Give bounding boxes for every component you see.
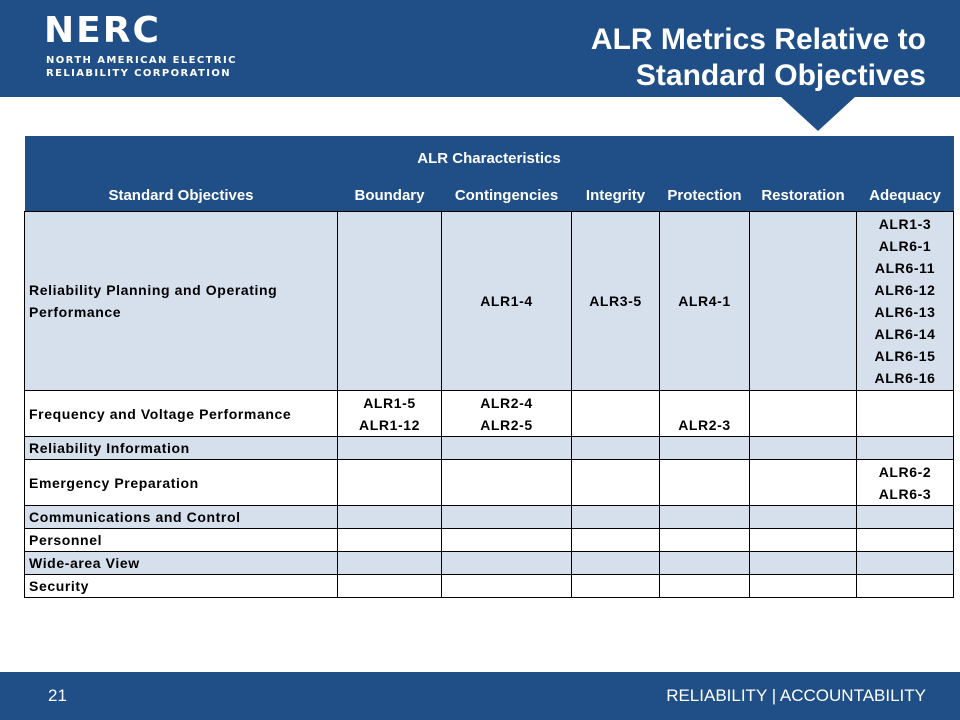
metric-cell [572, 391, 660, 437]
row-label: Frequency and Voltage Performance [25, 391, 338, 437]
metric-cell [660, 460, 750, 506]
metric-cell [442, 575, 572, 598]
metric-cell [857, 460, 954, 506]
metric-cell [572, 460, 660, 506]
metric-cell [857, 575, 954, 598]
metric-code: ALR1-4 [480, 293, 533, 309]
slide-title [326, 22, 926, 94]
metric-cell [572, 212, 660, 391]
metric-cell [572, 529, 660, 552]
metric-cell [660, 391, 750, 437]
metric-cell [572, 552, 660, 575]
metric-code: ALR6-11 [874, 260, 936, 276]
metric-cell [857, 212, 954, 391]
footer-bar [0, 672, 960, 720]
metric-code: ALR6-3 [878, 485, 932, 502]
metric-cell [660, 437, 750, 460]
metric-cell [857, 437, 954, 460]
table-row [25, 212, 954, 391]
metric-cell [338, 552, 442, 575]
table-row [25, 529, 954, 552]
metric-code: ALR1-5 [363, 394, 416, 411]
metric-cell [660, 575, 750, 598]
metric-cell [750, 460, 857, 506]
table-row [25, 460, 954, 506]
logo-subtitle-line1: NORTH AMERICAN ELECTRIC [46, 55, 237, 66]
metric-cell [660, 552, 750, 575]
metric-cell [442, 437, 572, 460]
metric-cell [338, 437, 442, 460]
metric-cell [442, 460, 572, 506]
footer-tagline: RELIABILITY | ACCOUNTABILITY [666, 686, 926, 705]
page-number: 21 [48, 686, 67, 705]
metric-cell [572, 437, 660, 460]
metric-cell [442, 529, 572, 552]
column-header: Restoration [750, 180, 857, 212]
alr-metrics-table [24, 136, 954, 598]
column-header-row [25, 180, 954, 212]
metric-code: ALR1-12 [359, 416, 420, 433]
metric-cell [338, 506, 442, 529]
row-label: Communications and Control [25, 506, 338, 529]
metric-code: ALR6-15 [874, 348, 936, 364]
slide-title-line2: Standard Objectives [635, 59, 926, 92]
metric-cell [572, 575, 660, 598]
column-header: Integrity [572, 180, 660, 212]
metric-cell [660, 529, 750, 552]
metric-cell [750, 552, 857, 575]
metric-code: ALR2-3 [678, 416, 731, 433]
metric-cell [442, 391, 572, 437]
title-pointer-arrow [781, 97, 855, 131]
row-label: Personnel [25, 529, 338, 552]
metric-code: ALR2-5 [480, 416, 533, 433]
metric-code: ALR6-14 [874, 326, 936, 342]
metric-cell [857, 529, 954, 552]
row-label: Reliability Planning and Operating Performance [25, 212, 338, 391]
metric-code: ALR6-1 [878, 238, 932, 254]
column-header: Standard Objectives [25, 180, 338, 212]
row-label: Security [25, 575, 338, 598]
metric-cell [338, 391, 442, 437]
row-label: Emergency Preparation [25, 460, 338, 506]
metric-cell [338, 212, 442, 391]
table-body [25, 212, 954, 598]
column-header: Boundary [338, 180, 442, 212]
metric-code: ALR2-4 [480, 394, 533, 411]
metric-code: ALR6-2 [878, 463, 932, 480]
column-header: Protection [660, 180, 750, 212]
metric-cell [750, 529, 857, 552]
metric-cell [750, 437, 857, 460]
table-row [25, 575, 954, 598]
metric-code: ALR4-1 [678, 293, 731, 309]
metric-cell [442, 506, 572, 529]
metric-cell [857, 552, 954, 575]
metric-cell [750, 506, 857, 529]
nerc-logo [44, 12, 244, 82]
metric-code: ALR6-12 [874, 282, 936, 298]
metric-code: ALR6-13 [874, 304, 936, 320]
row-label: Wide-area View [25, 552, 338, 575]
metric-cell [857, 506, 954, 529]
metric-cell [660, 506, 750, 529]
column-header: Contingencies [442, 180, 572, 212]
metric-code: ALR1-3 [878, 216, 932, 232]
metric-cell [338, 460, 442, 506]
metric-cell [442, 212, 572, 391]
column-header: Adequacy [857, 180, 954, 212]
logo-subtitle-line2: RELIABILITY CORPORATION [46, 68, 231, 79]
metric-cell [857, 391, 954, 437]
metric-cell [338, 529, 442, 552]
metric-cell [572, 506, 660, 529]
metric-cell [442, 552, 572, 575]
table-row [25, 506, 954, 529]
metric-code [664, 392, 745, 414]
metric-cell [338, 575, 442, 598]
logo-wordmark: NERC [44, 10, 161, 51]
table-row [25, 437, 954, 460]
metric-code: ALR6-16 [874, 370, 936, 386]
table-row [25, 391, 954, 437]
slide-title-line1: ALR Metrics Relative to [590, 23, 926, 56]
metric-cell [660, 212, 750, 391]
metric-cell [750, 212, 857, 391]
metric-cell [750, 391, 857, 437]
row-label: Reliability Information [25, 437, 338, 460]
group-header: ALR Characteristics [25, 136, 954, 180]
header-bar [0, 0, 960, 97]
metric-code: ALR3-5 [589, 293, 642, 309]
table-row [25, 552, 954, 575]
metric-cell [750, 575, 857, 598]
